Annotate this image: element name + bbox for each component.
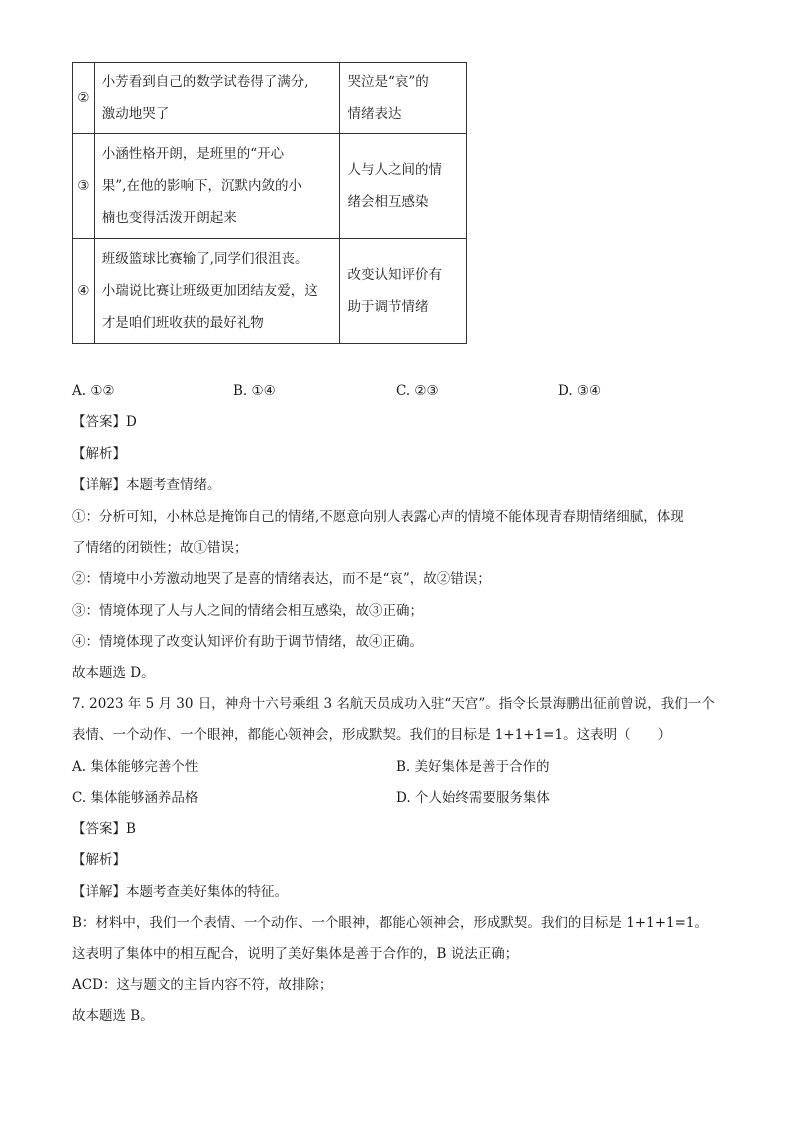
cell-line: 班级篮球比赛输了,同学们很沮丧。 (101, 251, 309, 267)
detail-label: 【详解】本题考查情绪。 (72, 477, 221, 493)
question-stem: 7. 2023 年 5 月 30 日，神舟十六号乘组 3 名航天员成功入驻“天宫”。指令长景海鹏出征前曾说，我们一个 (72, 696, 715, 712)
option-c: C. ②③ (396, 383, 439, 399)
cell-line: 果”,在他的影响下，沉默内敛的小 (101, 178, 302, 194)
cell-line: 楠也变得活泼开朗起来 (101, 210, 237, 226)
cell-line: 激动地哭了 (101, 106, 170, 122)
analysis-label: 【解析】 (72, 446, 126, 462)
situation-cell (94, 63, 340, 134)
detail-label: 【详解】本题考查美好集体的特征。 (72, 884, 288, 900)
row-number: ③ (73, 134, 95, 239)
cell-line: 小涵性格开朗，是班里的“开心 (101, 146, 285, 162)
analysis-line: ③：情境体现了人与人之间的情绪会相互感染，故③正确； (72, 603, 423, 619)
cell-line: 人与人之间的情 (347, 162, 442, 178)
explanation-cell (340, 63, 467, 134)
option-d: D. 个人始终需要服务集体 (396, 790, 550, 806)
option-b: B. 美好集体是善于合作的 (396, 759, 550, 775)
cell-line: 改变认知评价有 (347, 267, 442, 283)
table-row (73, 63, 467, 134)
cell-line: 哭泣是“哀”的 (347, 74, 429, 90)
analysis-line: B：材料中，我们一个表情、一个动作、一个眼神，都能心领神会，形成默契。我们的目标是 1+1+1=1。 (72, 915, 709, 931)
question-stem: 表情、一个动作、一个眼神，都能心领神会，形成默契。我们的目标是 1+1+1=1。这表明（ ） (72, 727, 672, 743)
cell-line: 助于调节情绪 (347, 299, 429, 315)
situation-table (72, 62, 467, 344)
explanation-cell (340, 134, 467, 239)
row-number: ④ (73, 239, 95, 344)
analysis-line: ACD：这与题文的主旨内容不符，故排除； (72, 977, 333, 993)
answer-label: 【答案】D (72, 414, 137, 430)
situation-cell (94, 134, 340, 239)
analysis-line: ②：情境中小芳激动地哭了是喜的情绪表达，而不是“哀”，故②错误； (72, 571, 491, 587)
option-c: C. 集体能够涵养品格 (72, 790, 199, 806)
cell-line: 绪会相互感染 (347, 194, 429, 210)
cell-line: 才是咱们班收获的最好礼物 (101, 315, 264, 331)
analysis-line: ④：情境体现了改变认知评价有助于调节情绪，故④正确。 (72, 634, 423, 650)
table-row (73, 134, 467, 239)
explanation-cell (340, 239, 467, 344)
cell-line: 情绪表达 (347, 106, 402, 122)
analysis-line: ①：分析可知，小林总是掩饰自己的情绪,不愿意向别人表露心声的情境不能体现青春期情绪细腻，体现 (72, 509, 684, 525)
analysis-label: 【解析】 (72, 852, 126, 868)
option-a: A. 集体能够完善个性 (72, 759, 199, 775)
option-a: A. ①② (72, 383, 115, 399)
row-number: ② (73, 63, 95, 134)
answer-label: 【答案】B (72, 821, 136, 837)
cell-line: 小芳看到自己的数学试卷得了满分, (101, 74, 309, 90)
analysis-line: 这表明了集体中的相互配合，说明了美好集体是善于合作的，B 说法正确； (72, 946, 519, 962)
situation-cell (94, 239, 340, 344)
table-row (73, 239, 467, 344)
analysis-line: 故本题选 B。 (72, 1008, 154, 1024)
cell-line: 小瑞说比赛让班级更加团结友爱，这 (101, 283, 318, 299)
option-b: B. ①④ (233, 383, 276, 399)
option-d: D. ③④ (558, 383, 602, 399)
analysis-line: 故本题选 D。 (72, 665, 155, 681)
analysis-line: 了情绪的闭锁性；故①错误； (72, 540, 248, 556)
